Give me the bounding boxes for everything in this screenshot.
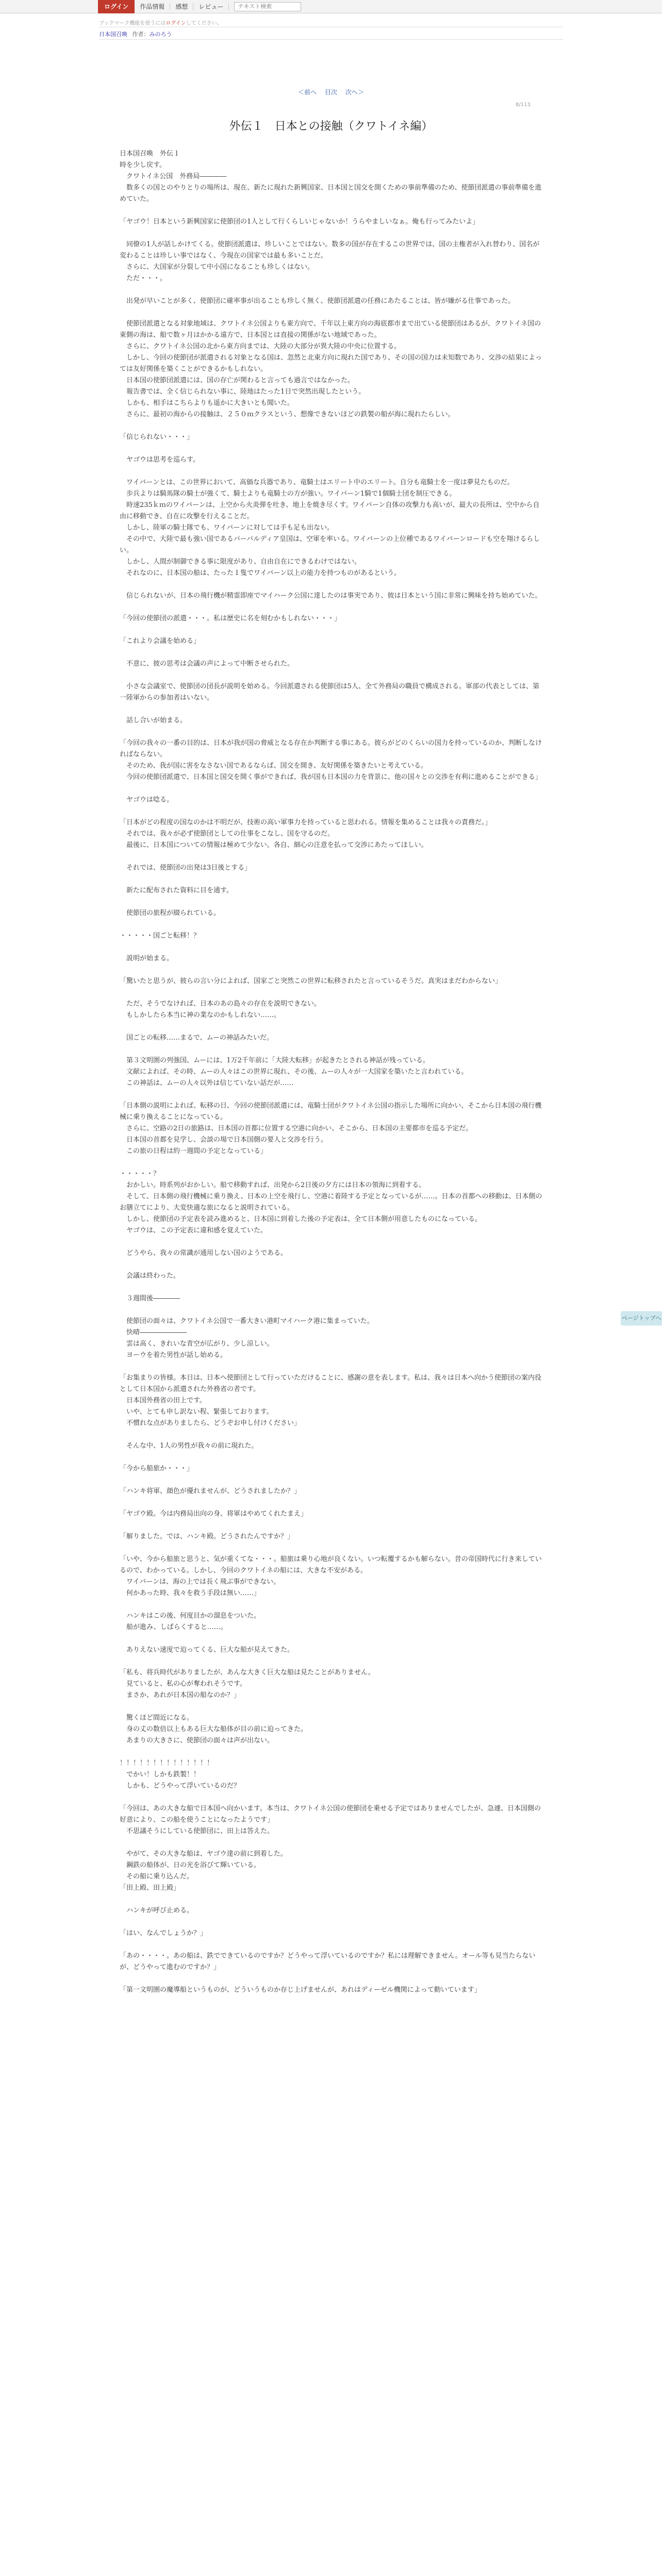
novel-paragraph: ただ、そうでなければ、日本のあの島々の存在を説明できない。 もしかしたら本当に神の業なのかもしれない……。 <box>126 1000 321 1019</box>
novel-paragraph: ・・・・・？ おかしい。時系列がおかしい。船で移動すれば、出発から2日後の夕方には日本の領海に到着する。 そして、日本側の飛行機械に乗り換え、日本の上空を飛行し、空港に着陸する予定となっているが……。日本の首都への移動は、日本側のお膳立てにより、大変快適な旅になると説明されている。 しかし、使節団の予定表を読み進めると、日本国に到着した後の予定表は、全て日本側が用意したものになっている。 ヤゴウは、この予定表に違和感を覚えていた。 <box>120 1170 542 1234</box>
novel-paragraph: 「これより会議を始める」 <box>120 637 201 645</box>
notice-login-link[interactable]: ログイン <box>166 21 186 26</box>
novel-paragraph: どうやら、我々の常識が通用しない国のようである。 <box>120 1249 288 1257</box>
novel-paragraph: 国ごとの転移……まるで、ムーの神話みたいだ。 <box>120 1034 273 1042</box>
top-navigation-bar <box>0 0 662 13</box>
novel-paragraph: 「はい、なんでしょうか？」 <box>120 1929 207 1937</box>
novel-paragraph: 「解りました。では、ハンキ殿。どうされたんですか？」 <box>120 1533 294 1540</box>
page-indicator: 8/113 <box>516 102 531 108</box>
novel-paragraph: 説明が始まる。 <box>120 955 174 962</box>
novel-paragraph: ヤゴウは唸る。 <box>120 796 174 804</box>
nav-work-info[interactable]: 作品情報 <box>135 3 170 10</box>
novel-paragraph: 「ヤゴウ！日本という新興国家に使節団の1人として行くらしいじゃないか！うらやましいなぁ。俺も行ってみたいよ」 <box>120 218 479 226</box>
novel-body <box>120 148 542 2007</box>
novel-paragraph: 同僚の1人が話しかけてくる。使節団派遣は、珍しいことではない。数多の国が存在するこの世界では、国の主権者が入れ替わり、国名が変わることは珍しい事ではなく、今現在の国家では最も多いことだ。 さらに、大国家が分裂して中小国になることも珍しくはない。 ただ・・・。 <box>120 241 540 282</box>
novel-paragraph: ワイバーンとは、この世界において、高価な兵器であり、竜騎士はエリート中のエリート。自分も竜騎士を一度は夢見たものだ。 歩兵よりは騎馬隊の騎士が強くて、騎士よりも竜騎士の方が強い。ワイバーン1騎で1個騎士団を制圧できる。 時速235ｋｍのワイバーンは、上空から火炎弾を吐き、地上を焼き尽くす。ワイバーン自体の攻撃力も高いが、最大の長所は、空中から自由に移動でき、自在に攻撃を行えることだ。 しかし、陸軍の騎士隊でも、ワイバーンに対しては手も足も出ない。 その中で、大陸で最も強い国であるパーパルディア皇国は、空軍を率いる。ワイバーンの上位種であるワイバーンロードも空を翔けるらしい。 しかし、人間が制御できる事に限度があり、自由自在にできるわけではない。 それなのに、日本国の船は、たった１隻でワイバーン以上の能力を持つものがあるという。 <box>120 479 540 577</box>
novel-paragraph: 会議は終わった。 <box>120 1272 180 1280</box>
bookmark-notice: ブックマーク機能を使うにはログインしてください。 <box>99 21 222 26</box>
chapter-title: 外伝１ 日本との接触（クワトイネ編） <box>229 120 433 133</box>
novel-paragraph: ！！！！！！！！！！！！！！ でかい！しかも鉄製！！ しかも、どうやって浮いているのだ？ <box>120 1759 241 1790</box>
novel-paragraph: 小さな会議室で、使節団の団長が説明を始める。今回派遣される使節団は5人、全て外務局の職員で構成される。軍部の代表としては、第一陸軍からの参加者はいない。 <box>120 683 540 702</box>
novel-paragraph: 「今回の我々の一番の目的は、日本が我が国の脅威となる存在か判断する事にある。彼らがどのくらいの国力を持っているのか、判断しなければならない。 そのため、我が国に害をなさない国であるならば、国交を開き、友好関係を築きたいと考えている。 今回の使節団派遣で、日本国と国交を開く事ができれば、我が国も日本国の力を背景に、他の国々との交渉を有利に進めることができる」 <box>120 739 542 781</box>
novel-paragraph: 「今回は、あの大きな船で日本国へ向かいます。本当は、クワトイネ公国の使節団を乗せる予定ではありませんでしたが、急遽、日本国側の好意により、この船を使うことになったようです」 不思議そうにしている使節団に、田上は答えた。 <box>120 1805 541 1835</box>
novel-paragraph: ・・・・・国ごと転移！？ <box>120 932 201 940</box>
toc-link[interactable]: 目次 <box>324 89 337 96</box>
novel-paragraph: それでは、使節団の出発は3日後とする」 <box>120 864 252 872</box>
novel-paragraph: そんな中、1人の男性が我々の前に現れた。 <box>120 1442 258 1450</box>
chapter-pager-top <box>0 88 662 96</box>
next-chapter-link[interactable]: 次へ＞ <box>345 89 364 96</box>
novel-paragraph: 「お集まりの皆様。本日は、日本へ使節団として行っていただけることに、感謝の意を表します。私は、我々は日本へ向かう使節団の案内役として日本国から派遣された外務省の者です。 日本国外務省の田上です。 いや、とても申し訳ない程、緊張しております。 不慣れな点がありましたら、どうぞお申し付けください」 <box>120 1374 541 1427</box>
novel-paragraph: 話し合いが始まる。 <box>120 717 187 724</box>
nav-impressions[interactable]: 感想 <box>170 3 193 10</box>
divider <box>99 39 563 40</box>
novel-paragraph: ハンキはこの後、何度目かの溜息をついた。 船が進み、しばらくすると……。 <box>126 1612 261 1631</box>
novel-paragraph: ありえない速度で迫ってくる、巨大な船が見えてきた。 <box>120 1646 294 1654</box>
breadcrumb-author-label: 作者： <box>132 31 150 38</box>
text-search-input[interactable] <box>234 2 301 11</box>
novel-paragraph: 「今回の使節団の派遣・・・。私は歴史に名を刻むかもしれない・・・」 <box>120 615 341 622</box>
novel-paragraph: 出発が早いことが多く、使節団に確率事が出ることも珍しく無く、使節団派遣の任務にあたることは、皆が嫌がる仕事であった。 <box>120 297 515 305</box>
novel-paragraph: 使節団派遣となる対象地域は、クワトイネ公国よりも東方向で、千年以上東方向の海底都市まで出ている使節団はあるが、クワトイネ国の東側の海は、船で数ヶ月はかかる遠方で、日本国とは直接の関係がない地域であった。 さらに、クワトイネ公国の北から東方向までは、大陸の大部分が異大陸の中央に位置する。 しかし、今回の使節団が派遣される対象となる国は、忽然と北東方向に現れた国であり、その国の国力は未知数であり、交渉の結果によっては友好関係を築くことができるかもしれない。 日本国の使節団派遣には、国の存亡が関わると言っても過言ではなかった。 報告書では、全く信じられない事に、陸地はたった1日で突然出現したという。 しかも、相手はこちらよりも遥かに大きいとも聞いた。 さらに、最初の海からの接触は、２５０ｍクラスという、想像できないほどの鉄製の船が海に現れたらしい。 <box>120 320 542 418</box>
login-button[interactable]: ログイン <box>98 0 135 13</box>
novel-paragraph: 使節団の旅程が綴られている。 <box>120 909 221 917</box>
novel-paragraph: 「ハンキ将軍、顔色が優れませんが、どうされましたか？」 <box>120 1487 301 1495</box>
novel-paragraph: 「今から船旅か・・・」 <box>120 1465 194 1472</box>
novel-paragraph: ３週間後―――― <box>120 1295 180 1302</box>
novel-paragraph: 「あの・・・・。あの船は、鉄でできているのですか？どうやって浮いているのですか？私には理解できません。オール等も見当たらないが、どうやって進むのですか？」 「第一文明圏の魔導船というものが、どういうものか存じ上げませんが、あれはディーゼル機関によって動いています」 <box>120 1952 536 1994</box>
nav-reviews[interactable]: レビュー <box>193 3 229 10</box>
novel-paragraph: 新たに配布された資料に目を通す。 <box>120 887 233 894</box>
breadcrumb <box>99 30 172 38</box>
breadcrumb-author-link[interactable]: みのろう <box>149 31 172 38</box>
novel-paragraph: 使節団の面々は、クワトイネ公国で一番大きい港町マイハーク港に集まっていた。 快晴――――――― 雲は高く、きれいな青空が広がり、少し涼しい。 ヨーウを着た男性が話し始める。 <box>126 1317 374 1359</box>
prev-chapter-link[interactable]: ＜前へ <box>298 89 317 96</box>
novel-paragraph: 「ヤゴウ殿。今は内務局出向の身、将軍はやめてくれたまえ」 <box>120 1510 308 1518</box>
novel-paragraph: 日本国召喚 外伝１ 時を少し戻す。 クワトイネ公国 外務局―――― 数多くの国とのやりとりの場所は、現在、新たに現れた新興国家、日本国と国交を開くための事前準備のため、使節団派遣の事前準備を進めていた。 <box>120 150 542 203</box>
page-top-button[interactable]: ページトップへ <box>621 1311 662 1326</box>
novel-paragraph: ハンキが呼び止める。 <box>120 1907 194 1914</box>
novel-paragraph: 第３文明圏の列強国、ムーには、1万2千年前に「大陸大転移」が起きたとされる神話が残っている。 文献によれば、その時、ムーの人々はこの世界に現れ、その後、ムーの人々が一大国家を築いたと言われている。 この神話は、ムーの人々以外は信じていない話だが…… <box>126 1057 468 1087</box>
novel-paragraph: 不意に、彼の思考は会議の声によって中断させられた。 <box>120 660 294 668</box>
novel-paragraph: 驚くほど間近になる。 身の丈の数倍以上もある巨大な船体が目の前に迫ってきた。 あまりの大きさに、使節団の面々は声が出ない。 <box>126 1714 308 1744</box>
novel-paragraph: 「驚いたと思うが、彼らの言い分によれば、国家ごと突然この世界に転移されたと言っているそうだ。真実はまだわからない」 <box>120 977 502 985</box>
novel-paragraph: 「私も、将兵時代がありましたが、あんな大きく巨大な船は見たことがありません。 見ていると、私の心が奪われそうです。 まさか、あれが日本国の船なのか？」 <box>120 1669 375 1699</box>
breadcrumb-work-link[interactable]: 日本国召喚 <box>99 31 127 38</box>
novel-paragraph: 「日本側の説明によれば、転移の日、今回の使節団派遣には、竜騎士団がクワトイネ公国の指示した場所に向かい、そこから日本国の飛行機械に乗り換えることになっている。 さらに、空路の2日の旅路は、日本国の首都に位置する空港に向かい、そこから、日本国の主要都市を巡る予定だ。 日本国の首都を見学し、会談の場で日本国側の要人と交渉を行う。 この旅の日程は約一週間の予定となっている」 <box>120 1102 542 1155</box>
novel-paragraph: 「信じられない・・・」 <box>120 433 194 441</box>
novel-paragraph: ヤゴウは思考を巡らす。 <box>120 456 200 464</box>
novel-paragraph: 信じられないが、日本の飛行機が精霊即座でマイハーク公国に達したのは事実であり、彼は日本という国に非常に興味を持ち始めていた。 <box>120 592 542 600</box>
novel-paragraph: 「日本がどの程度の国なのかは不明だが、技術の高い軍事力を持っていると思われる。情報を集めることは我々の責務だ。」 それでは、我々が必ず使節団としての仕事をこなし、国を守るのだ。 最後に、日本国についての情報は極めて少ない。各自、細心の注意を払って交渉にあたってほしい。 <box>120 819 492 849</box>
novel-paragraph: やがて、その大きな船は、ヤゴウ達の前に到着した。 鋼鉄の船体が、日の光を浴びて輝いている。 その船に乗り込んだ。 「田上殿、田上殿」 <box>120 1850 287 1892</box>
novel-paragraph: 「いや、今から船旅と思うと、気が重くてな・・・。船旅は乗り心地が良くない。いつ転覆するかも解らない。昔の帝国時代に行き来しているので、わかっている。しかし、今回のクワトイネの船には、大きな不安がある。 ワイバーンは、海の上では長く飛ぶ事ができない。 何かあった時、我々を救う手段は無い……」 <box>120 1555 542 1597</box>
